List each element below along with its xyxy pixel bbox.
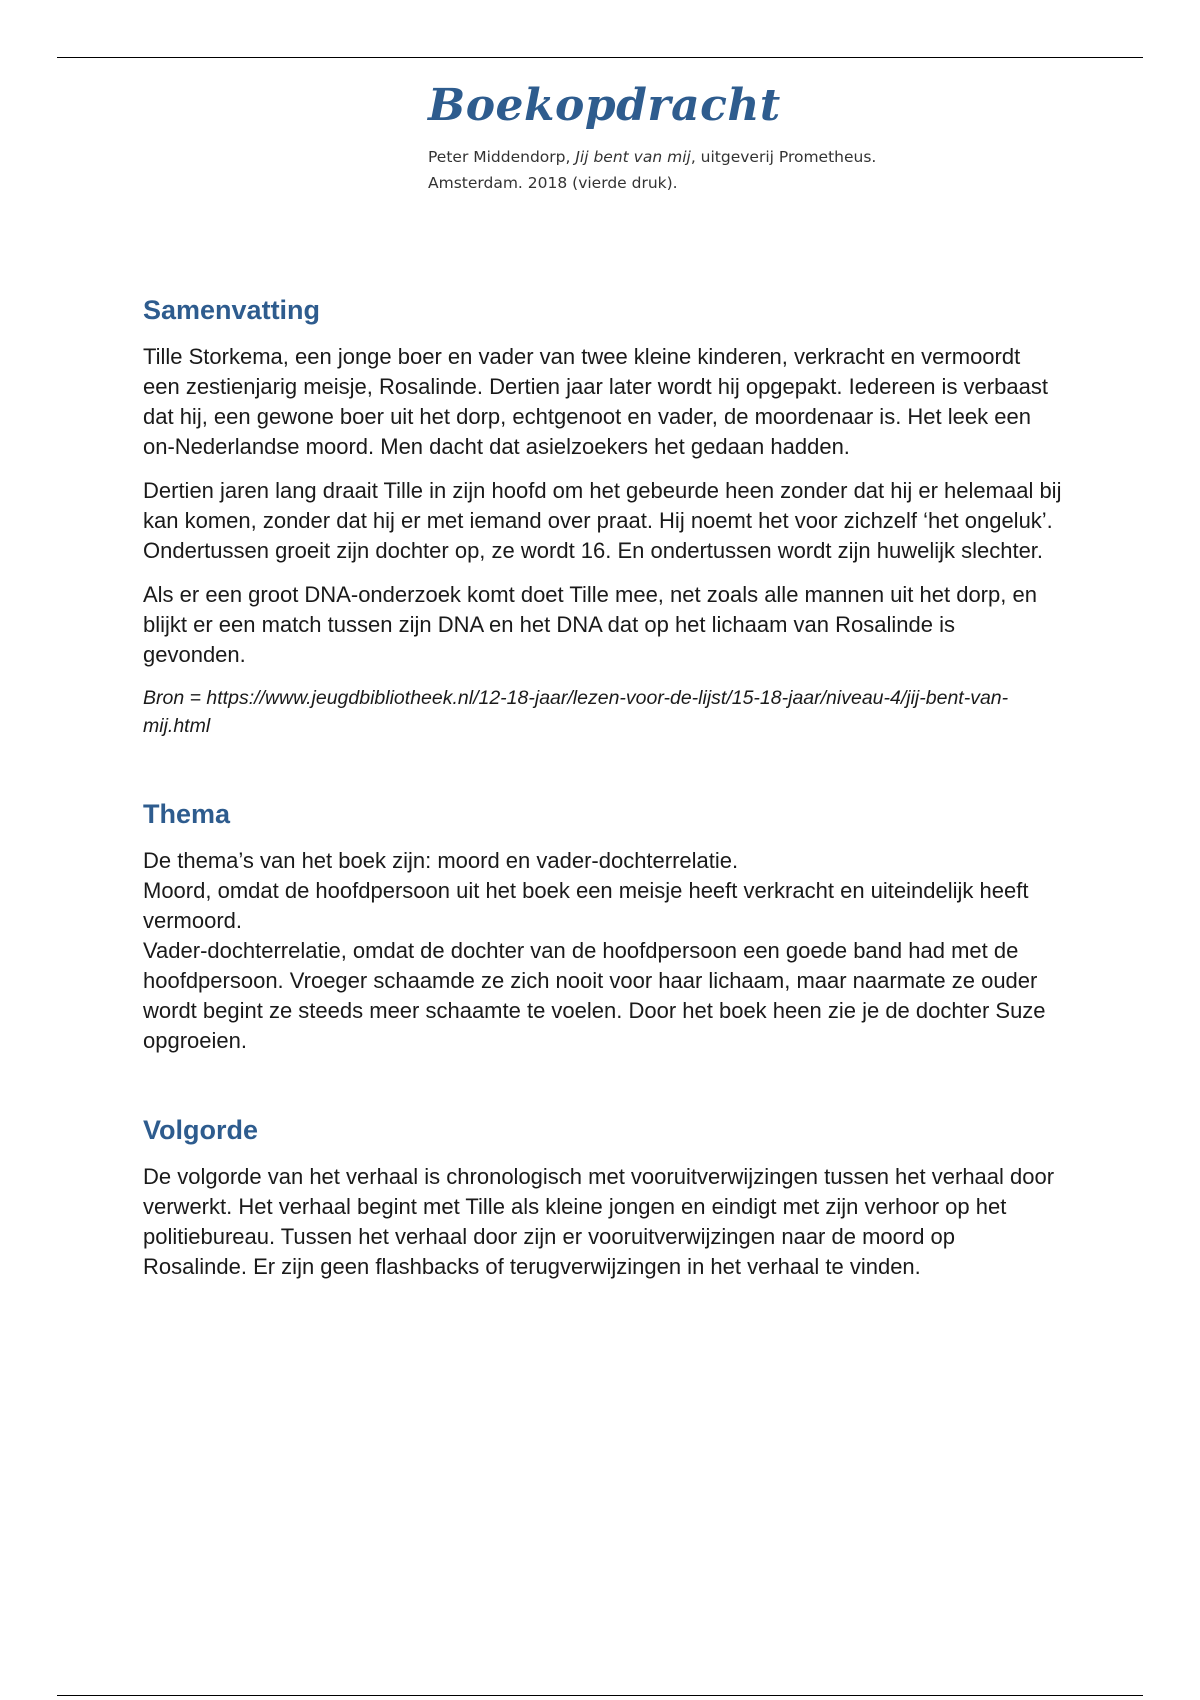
summary-paragraph: Als er een groot DNA-onderzoek komt doet Tille mee, net zoals alle mannen uit het dorp, en blijkt er een match tussen zijn DNA en het DNA dat op het lichaam van Rosalinde is gevonden.: [143, 582, 1037, 667]
section-samenvatting: [143, 292, 1063, 740]
thema-line: De thema’s van het boek zijn: moord en vader-dochterrelatie.: [143, 848, 739, 873]
summary-paragraph: Dertien jaren lang draait Tille in zijn hoofd om het gebeurde heen zonder dat hij er helemaal bij kan komen, zonder dat hij er met iemand over praat. Hij noemt het voor zichzelf ‘het ongeluk’. Ondertussen groeit zijn dochter op, ze wordt 16. En ondertussen wordt zijn huwelijk slechter.: [143, 478, 1062, 563]
section-volgorde: [143, 1112, 1063, 1282]
document-body: [143, 292, 1063, 1296]
book-publisher: , uitgeverij Prometheus.: [690, 148, 877, 166]
document-title: Boekopdracht: [428, 80, 781, 131]
source-citation: Bron = https://www.jeugdbibliotheek.nl/12-18-jaar/lezen-voor-de-lijst/15-18-jaar/niveau-4/jij-bent-van-mij.html: [143, 687, 1009, 737]
section-heading-samenvatting: Samenvatting: [143, 295, 321, 325]
document-header: [428, 78, 988, 196]
bottom-rule: [57, 1695, 1143, 1696]
book-reference: [428, 144, 988, 196]
summary-paragraph: Tille Storkema, een jonge boer en vader van twee kleine kinderen, verkracht en vermoordt een zestienjarig meisje, Rosalinde. Dertien jaar later wordt hij opgepakt. Iedereen is verbaast dat hij, een gewone boer uit het dorp, echtgenoot en vader, de moordenaar is. Het leek een on-Nederlandse moord. Men dacht dat asielzoekers het gedaan hadden.: [143, 344, 1048, 459]
thema-paragraph: [143, 846, 1063, 1056]
book-place-year: Amsterdam. 2018 (vierde druk).: [428, 174, 678, 192]
volgorde-paragraph: De volgorde van het verhaal is chronologisch met vooruitverwijzingen tussen het verhaal door verwerkt. Het verhaal begint met Tille als kleine jongen en eindigt met zijn verhoor op het politiebureau. Tussen het verhaal door zijn er vooruitverwijzingen naar de moord op Rosalinde. Er zijn geen flashbacks of terugverwijzingen in het verhaal te vinden.: [143, 1164, 1055, 1279]
section-thema: [143, 796, 1063, 1056]
section-heading-thema: Thema: [143, 799, 231, 829]
book-title: Jij bent van mij: [575, 148, 691, 166]
top-rule: [57, 57, 1143, 58]
section-heading-volgorde: Volgorde: [143, 1115, 259, 1145]
book-author: Peter Middendorp,: [428, 148, 576, 166]
thema-line: Moord, omdat de hoofdpersoon uit het boek een meisje heeft verkracht en uiteindelijk heeft vermoord.: [143, 878, 1029, 933]
thema-line: Vader-dochterrelatie, omdat de dochter van de hoofdpersoon een goede band had met de hoofdpersoon. Vroeger schaamde ze zich nooit voor haar lichaam, maar naarmate ze ouder wordt begint ze steeds meer schaamte te voelen. Door het boek heen zie je de dochter Suze opgroeien.: [143, 938, 1046, 1053]
